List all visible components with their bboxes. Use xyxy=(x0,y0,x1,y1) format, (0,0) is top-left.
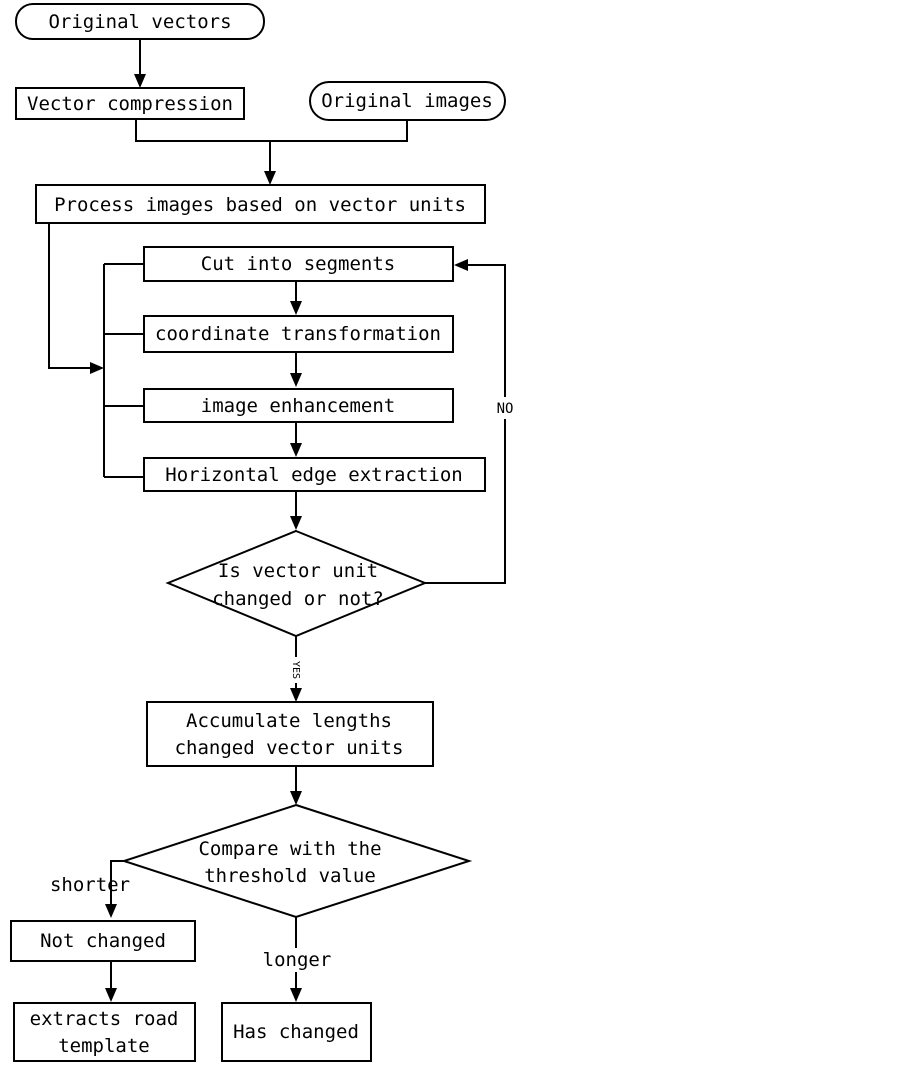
node-decision-changed xyxy=(168,531,425,636)
arrowhead-edge xyxy=(290,443,302,457)
accumulate-line1: Accumulate lengths xyxy=(186,710,392,732)
horizontal-edge-label: Horizontal edge extraction xyxy=(165,464,463,486)
node-has-changed xyxy=(222,1003,371,1061)
vector-compression-label: Vector compression xyxy=(27,93,233,115)
edge-process-to-bracket xyxy=(49,223,92,368)
decision-changed-line2: changed or not? xyxy=(212,588,384,610)
yes-label: YES xyxy=(290,660,301,680)
arrowhead-compression xyxy=(134,74,146,88)
coordinate-transformation-label: coordinate transformation xyxy=(155,323,441,345)
arrowhead-accumulate xyxy=(290,688,302,702)
extracts-template-line2: template xyxy=(58,1035,150,1057)
decision-compare-line1: Compare with the xyxy=(198,838,382,860)
node-vector-compression xyxy=(16,88,244,119)
node-original-images xyxy=(310,82,505,120)
arrowhead-compare xyxy=(290,791,302,805)
node-horizontal-edge xyxy=(144,458,485,491)
arrowhead-coord xyxy=(290,301,302,315)
node-extracts-template xyxy=(14,1003,195,1061)
decision-changed-line1: Is vector unit xyxy=(217,560,379,582)
longer-label: longer xyxy=(262,949,332,971)
shorter-label: shorter xyxy=(49,874,131,896)
node-cut-segments xyxy=(144,247,453,281)
extracts-template-line1: extracts road xyxy=(29,1008,179,1030)
edge-no-loop xyxy=(425,265,505,583)
original-images-label: Original images xyxy=(321,90,493,112)
node-image-enhancement xyxy=(144,389,453,422)
node-coordinate-transformation xyxy=(144,316,453,352)
arrowhead-template xyxy=(105,988,117,1002)
arrowhead-not-changed xyxy=(105,904,117,918)
arrowhead-bracket xyxy=(90,362,104,374)
decision-compare-line2: threshold value xyxy=(204,865,376,887)
original-vectors-label: Original vectors xyxy=(48,11,232,33)
has-changed-label: Has changed xyxy=(233,1021,359,1043)
arrowhead-process xyxy=(264,171,276,185)
arrowhead-has-changed xyxy=(290,988,302,1002)
edge-compression-merge xyxy=(136,119,407,141)
node-not-changed xyxy=(11,921,195,961)
node-original-vectors xyxy=(16,4,264,39)
node-process-images xyxy=(36,185,485,223)
arrowhead-no-loop xyxy=(454,259,468,271)
image-enhancement-label: image enhancement xyxy=(200,395,396,417)
arrowhead-enhance xyxy=(290,373,302,387)
not-changed-label: Not changed xyxy=(40,930,166,952)
arrowhead-decision xyxy=(290,516,302,530)
node-decision-compare xyxy=(124,805,469,917)
node-accumulate xyxy=(147,702,433,766)
no-label: NO xyxy=(496,401,514,417)
cut-segments-label: Cut into segments xyxy=(200,253,396,275)
accumulate-line2: changed vector units xyxy=(174,737,404,759)
process-images-label: Process images based on vector units xyxy=(54,194,466,216)
